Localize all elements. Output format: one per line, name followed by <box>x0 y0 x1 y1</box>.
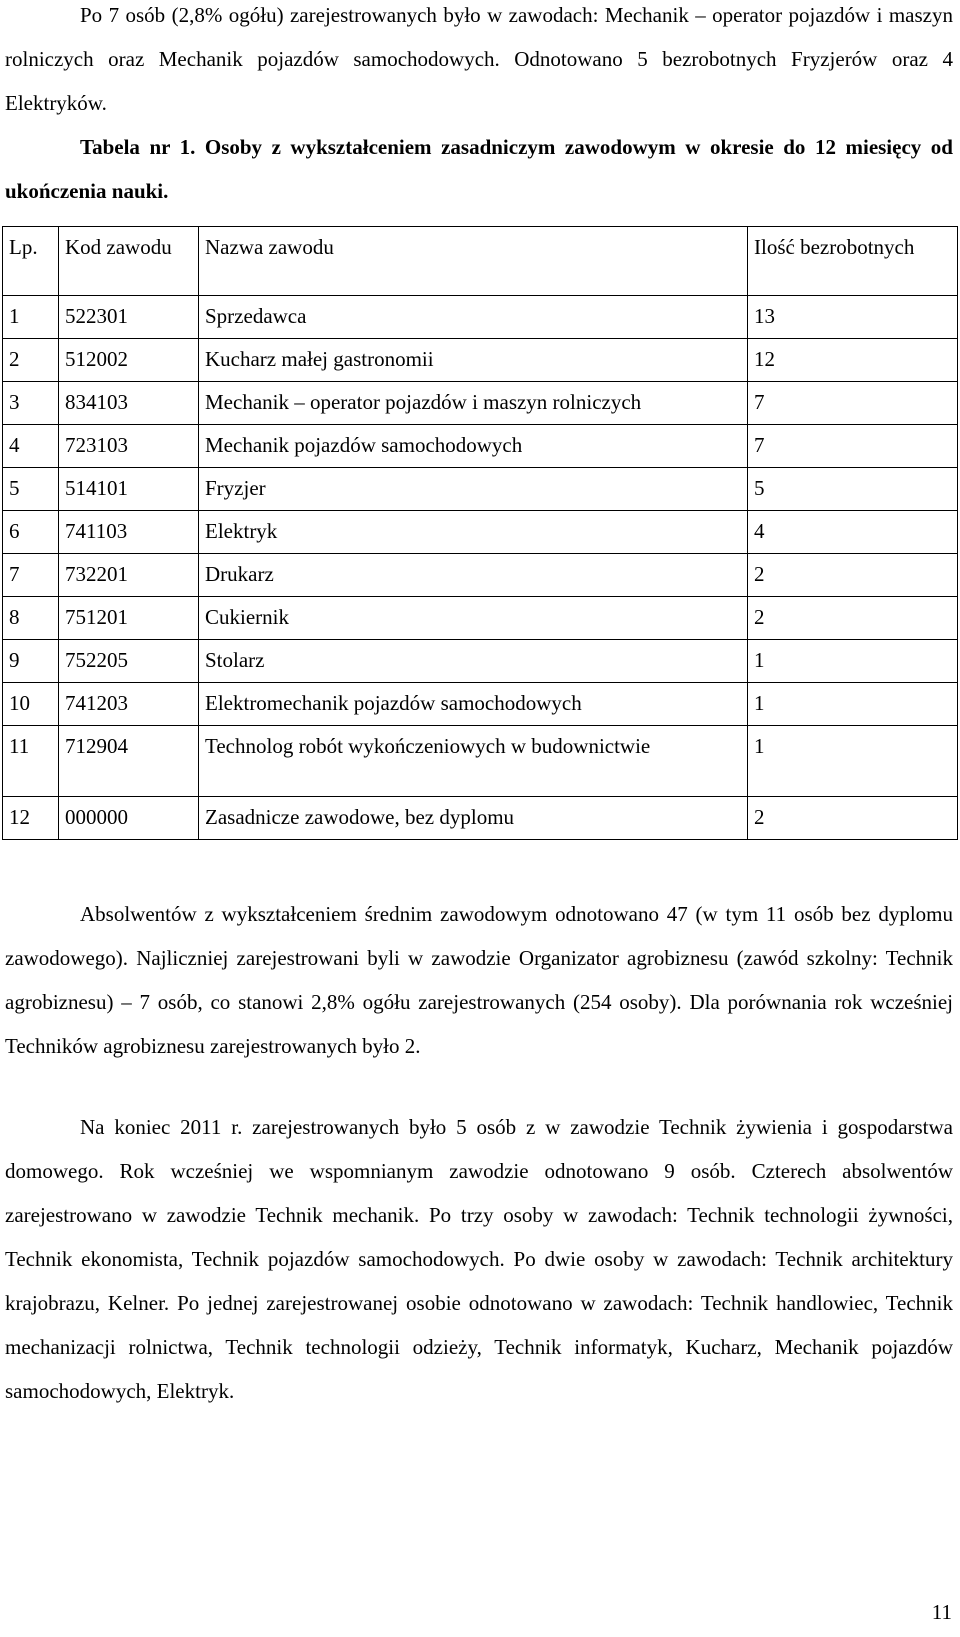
paragraph-technicians: Na koniec 2011 r. zarejestrowanych było 5 osób z w zawodzie Technik żywienia i gospodarstwa domowego. Rok wcześniej we wspomnianym zawodzie odnotowano 9 osób. Czterech absolwentów zarejestrowano w zawodzie Technik mechanik. Po trzy osoby w zawodach: Technik technologii żywności, Technik ekonomista, Technik pojazdów samochodowych. Po dwie osoby w zawodach: Technik architektury krajobrazu, Kelner. Po jednej zarejestrowanej osobie odnotowano w zawodach: Technik handlowiec, Technik mechanizacji rolnictwa, Technik technologii odzieży, Technik informatyk, Kucharz, Mechanik pojazdów samochodowych, Elektryk. <box>5 1115 953 1403</box>
cell-count: 12 <box>748 339 958 382</box>
table-row <box>3 554 958 597</box>
cell-count: 4 <box>748 511 958 554</box>
cell-lp: 10 <box>3 683 59 726</box>
cell-count: 7 <box>748 425 958 468</box>
cell-code: 712904 <box>59 726 199 797</box>
cell-count: 2 <box>748 597 958 640</box>
cell-name: Sprzedawca <box>199 296 748 339</box>
cell-name: Technolog robót wykończeniowych w budownictwie <box>199 726 748 797</box>
cell-lp: 6 <box>3 511 59 554</box>
table-row <box>3 683 958 726</box>
table-row <box>3 726 958 797</box>
cell-name: Mechanik – operator pojazdów i maszyn rolniczych <box>199 382 748 425</box>
cell-lp: 2 <box>3 339 59 382</box>
cell-code: 732201 <box>59 554 199 597</box>
cell-code: 752205 <box>59 640 199 683</box>
cell-name: Elektromechanik pojazdów samochodowych <box>199 683 748 726</box>
cell-name: Cukiernik <box>199 597 748 640</box>
cell-code: 514101 <box>59 468 199 511</box>
cell-lp: 9 <box>3 640 59 683</box>
table-header-row <box>3 227 958 296</box>
table-row <box>3 382 958 425</box>
cell-name: Elektryk <box>199 511 748 554</box>
cell-lp: 5 <box>3 468 59 511</box>
cell-lp: 4 <box>3 425 59 468</box>
cell-name: Kucharz małej gastronomii <box>199 339 748 382</box>
table-row <box>3 468 958 511</box>
header-code: Kod zawodu <box>59 227 199 296</box>
header-lp: Lp. <box>3 227 59 296</box>
cell-name: Stolarz <box>199 640 748 683</box>
cell-name: Fryzjer <box>199 468 748 511</box>
cell-count: 5 <box>748 468 958 511</box>
cell-count: 1 <box>748 726 958 797</box>
cell-count: 1 <box>748 640 958 683</box>
table-row <box>3 511 958 554</box>
header-name: Nazwa zawodu <box>199 227 748 296</box>
table-caption: Tabela nr 1. Osoby z wykształceniem zasadniczym zawodowym w okresie do 12 miesięcy od ukończenia nauki. <box>5 135 953 203</box>
cell-name: Mechanik pojazdów samochodowych <box>199 425 748 468</box>
cell-code: 723103 <box>59 425 199 468</box>
table-row <box>3 425 958 468</box>
cell-count: 1 <box>748 683 958 726</box>
table-row <box>3 797 958 840</box>
cell-lp: 11 <box>3 726 59 797</box>
cell-count: 7 <box>748 382 958 425</box>
cell-code: 512002 <box>59 339 199 382</box>
table-body <box>3 227 958 840</box>
cell-code: 741203 <box>59 683 199 726</box>
cell-code: 522301 <box>59 296 199 339</box>
cell-count: 2 <box>748 554 958 597</box>
cell-count: 2 <box>748 797 958 840</box>
paragraph-secondary-vocational: Absolwentów z wykształceniem średnim zawodowym odnotowano 47 (w tym 11 osób bez dyplomu zawodowego). Najliczniej zarejestrowani byli w zawodzie Organizator agrobiznesu (zawód szkolny: Technik agrobiznesu) – 7 osób, co stanowi 2,8% ogółu zarejestrowanych (254 osoby). Dla porównania rok wcześniej Techników agrobiznesu zarejestrowanych było 2. <box>5 902 953 1058</box>
page-number: 11 <box>931 1600 952 1624</box>
cell-code: 741103 <box>59 511 199 554</box>
cell-count: 13 <box>748 296 958 339</box>
cell-name: Drukarz <box>199 554 748 597</box>
cell-lp: 12 <box>3 797 59 840</box>
cell-lp: 8 <box>3 597 59 640</box>
intro-paragraph: Po 7 osób (2,8% ogółu) zarejestrowanych było w zawodach: Mechanik – operator pojazdów i maszyn rolniczych oraz Mechanik pojazdów samochodowych. Odnotowano 5 bezrobotnych Fryzjerów oraz 4 Elektryków. <box>5 3 953 115</box>
cell-code: 751201 <box>59 597 199 640</box>
table-row <box>3 640 958 683</box>
table-row <box>3 597 958 640</box>
cell-name: Zasadnicze zawodowe, bez dyplomu <box>199 797 748 840</box>
header-count: Ilość bezrobotnych <box>748 227 958 296</box>
cell-code: 834103 <box>59 382 199 425</box>
table-row <box>3 339 958 382</box>
cell-lp: 3 <box>3 382 59 425</box>
cell-lp: 1 <box>3 296 59 339</box>
cell-lp: 7 <box>3 554 59 597</box>
cell-code: 000000 <box>59 797 199 840</box>
unemployed-occupations-table <box>2 226 958 840</box>
table-row <box>3 296 958 339</box>
